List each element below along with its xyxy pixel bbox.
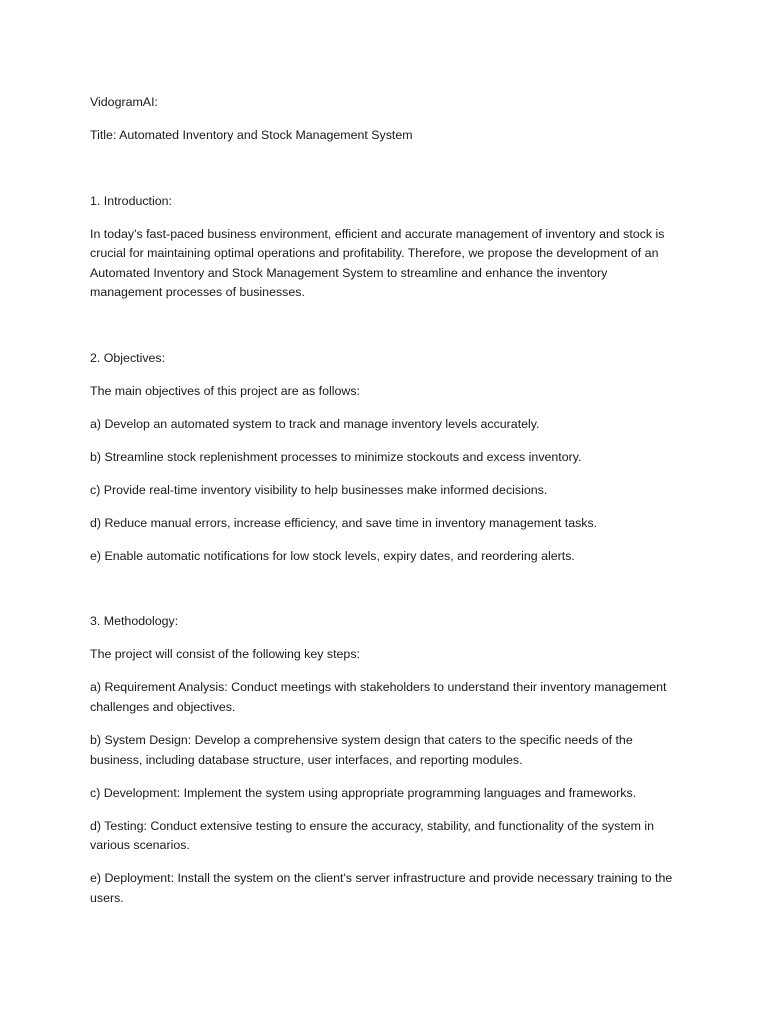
objective-item: a) Develop an automated system to track and manage inventory levels accurately. — [90, 416, 540, 431]
document-title: Title: Automated Inventory and Stock Management System — [90, 127, 413, 142]
objective-item: e) Enable automatic notifications for low stock levels, expiry dates, and reordering alerts. — [90, 548, 575, 563]
document-body — [90, 93, 680, 908]
section-heading-objectives: 2. Objectives: — [90, 350, 166, 365]
methodology-step: c) Development: Implement the system using appropriate programming languages and frameworks. — [90, 785, 637, 800]
methodology-step: e) Deployment: Install the system on the client's server infrastructure and provide necessary training to the users. — [90, 871, 673, 905]
section-heading-introduction: 1. Introduction: — [90, 193, 172, 208]
methodology-intro: The project will consist of the following key steps: — [90, 647, 360, 662]
objective-item: b) Streamline stock replenishment processes to minimize stockouts and excess inventory. — [90, 449, 582, 464]
section-heading-methodology: 3. Methodology: — [90, 614, 179, 629]
introduction-paragraph: In today's fast-paced business environment, efficient and accurate management of inventory and stock is crucial for maintaining optimal operations and profitability. Therefore, we propose the development of an Automated Inventory and Stock Management System to streamline and enhance the inventory management processes of businesses. — [90, 226, 665, 300]
document-header: VidogramAI: — [90, 95, 158, 109]
objectives-intro: The main objectives of this project are as follows: — [90, 383, 360, 398]
methodology-step: d) Testing: Conduct extensive testing to ensure the accuracy, stability, and functionality of the system in various scenarios. — [90, 818, 655, 853]
methodology-step: a) Requirement Analysis: Conduct meetings with stakeholders to understand their inventory management challenges and objectives. — [90, 680, 667, 714]
objective-item: d) Reduce manual errors, increase efficiency, and save time in inventory management tasks. — [90, 515, 598, 530]
objective-item: c) Provide real-time inventory visibility to help businesses make informed decisions. — [90, 482, 548, 497]
methodology-step: b) System Design: Develop a comprehensive system design that caters to the specific needs of the business, including database structure, user interfaces, and reporting modules. — [90, 732, 633, 767]
